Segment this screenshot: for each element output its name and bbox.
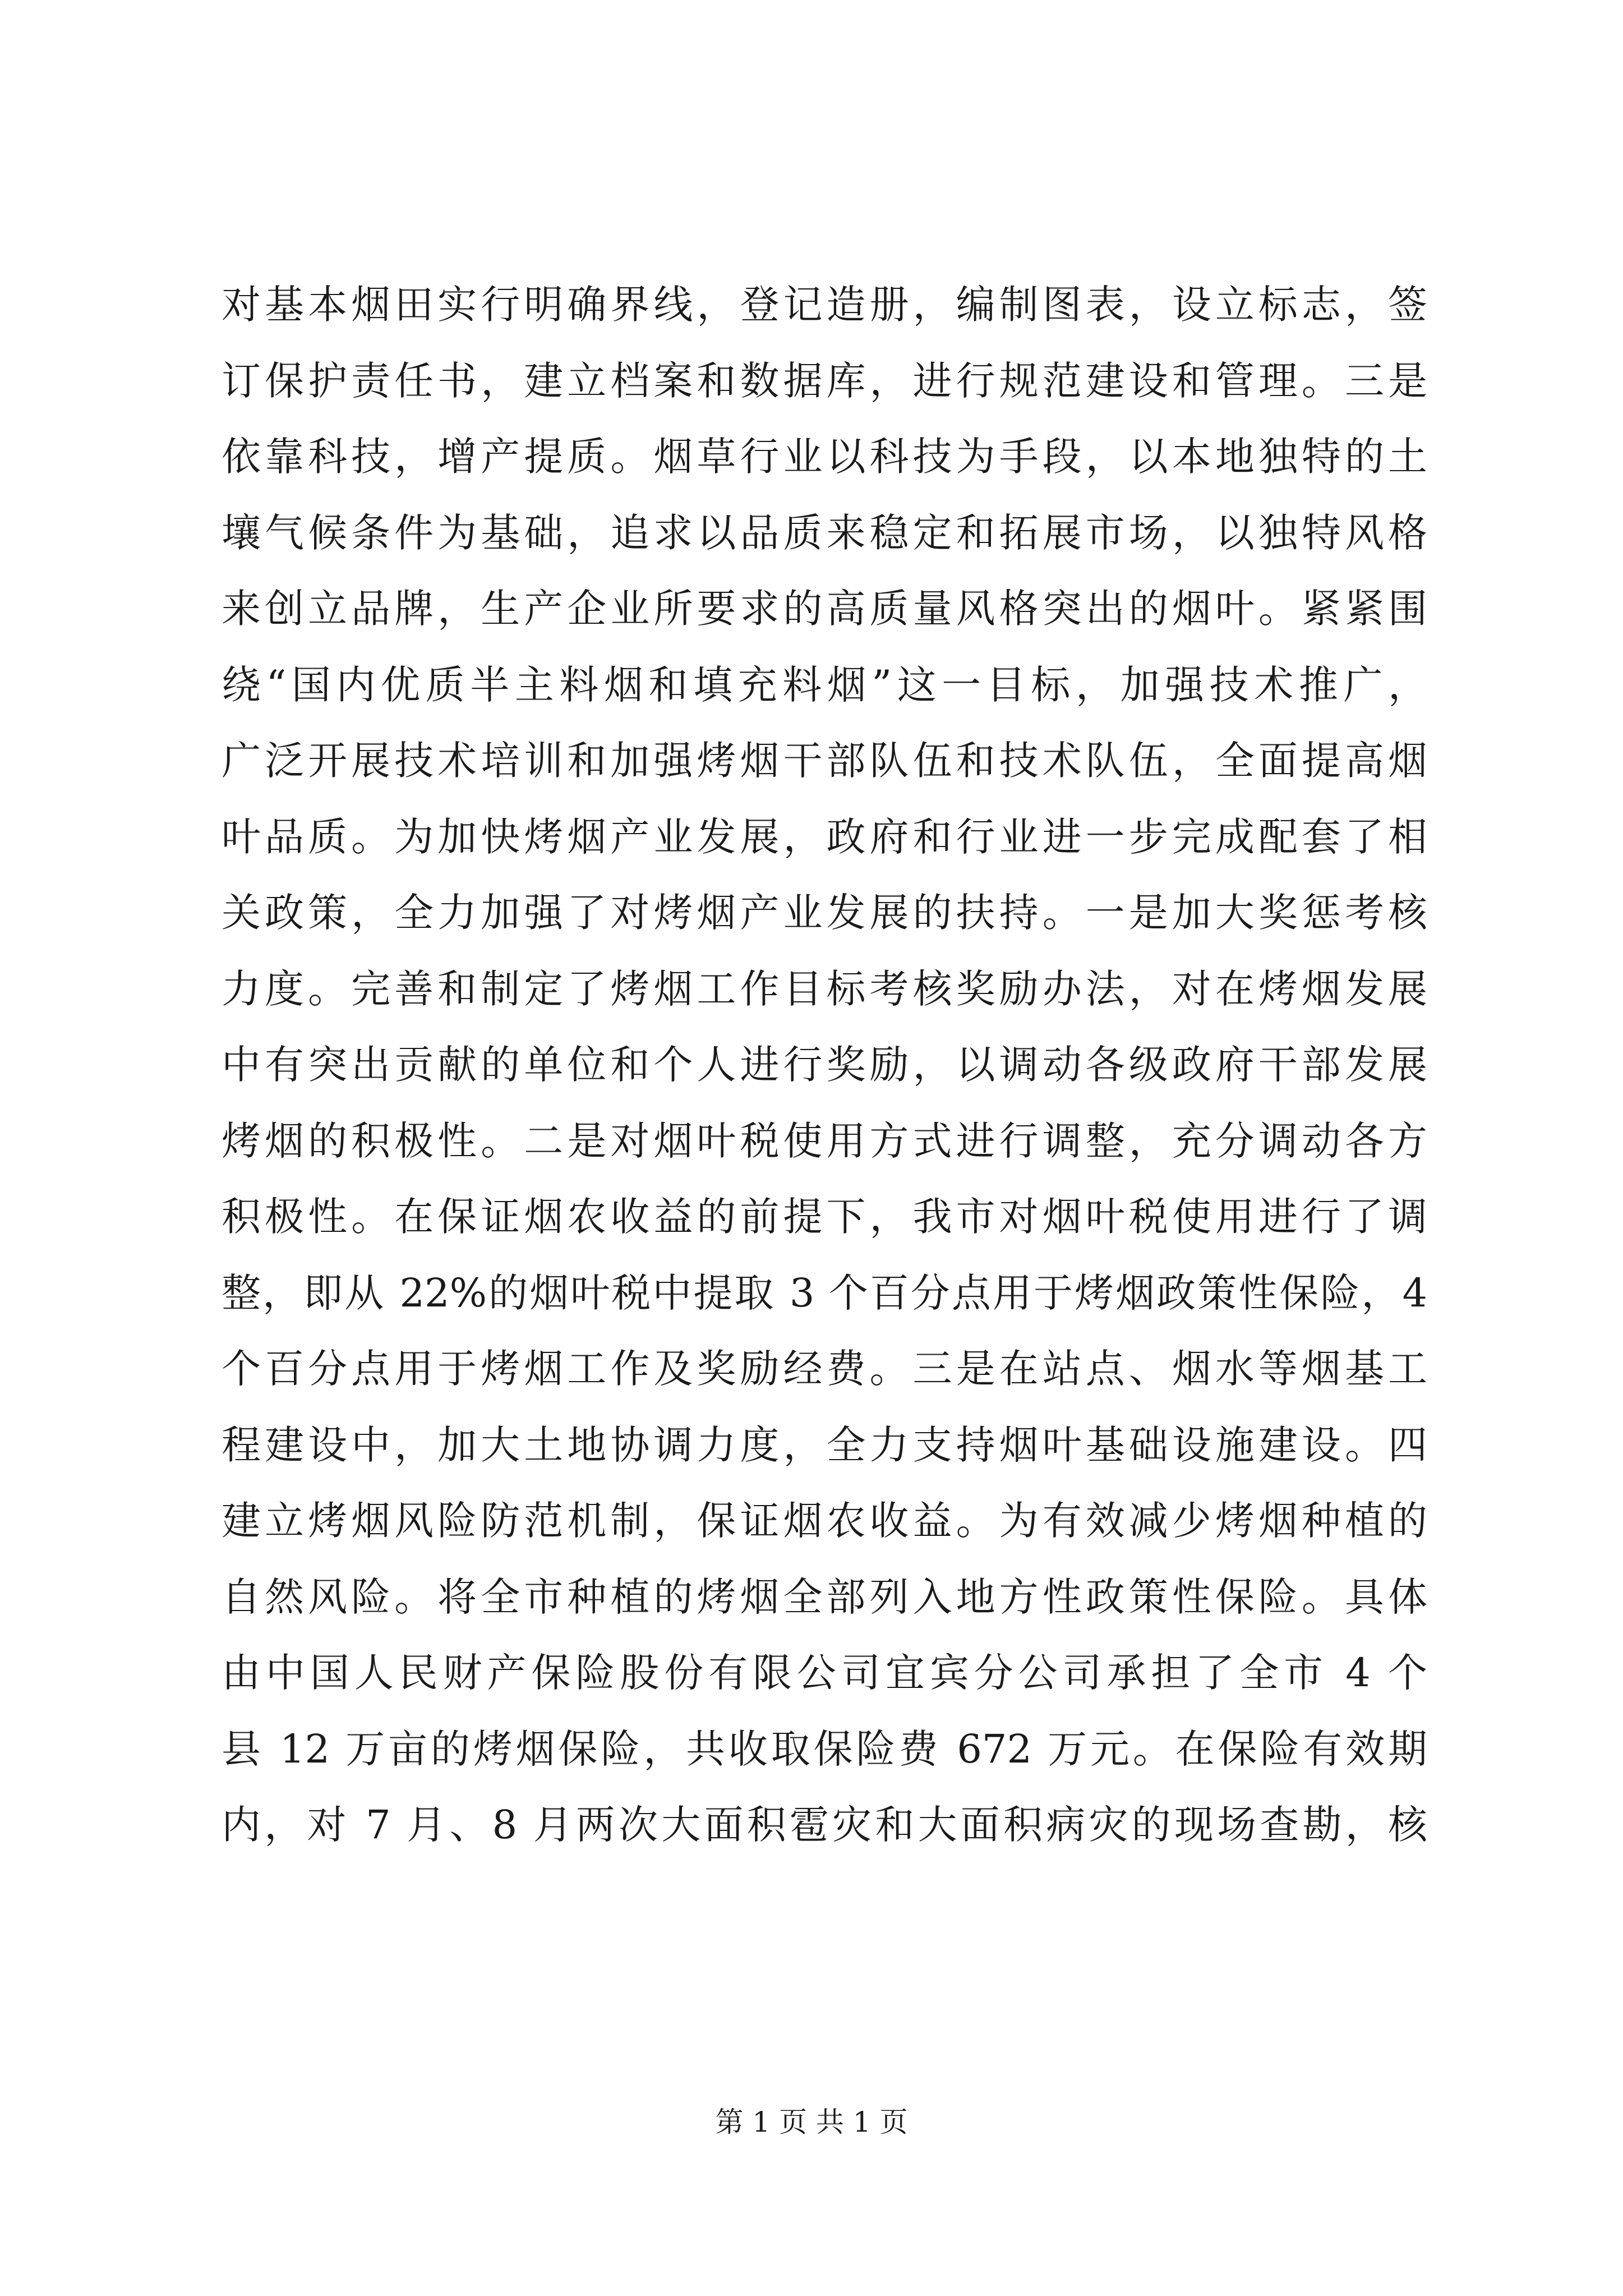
text-line: 由中国人民财产保险股份有限公司宜宾分公司承担了全市 4 个 (222, 1650, 1427, 1696)
text-line: 县 12 万亩的烤烟保险，共收取保险费 672 万元。在保险有效期 (222, 1726, 1427, 1772)
text-line: 个百分点用于烤烟工作及奖励经费。三是在站点、烟水等烟基工 (222, 1346, 1427, 1392)
page-footer (0, 2102, 1623, 2142)
text-line: 程建设中，加大土地协调力度，全力支持烟叶基础设施建设。四 (222, 1421, 1427, 1468)
text-line: 依靠科技，增产提质。烟草行业以科技为手段，以本地独特的土 (222, 434, 1427, 480)
text-line: 建立烤烟风险防范机制，保证烟农收益。为有效减少烤烟种植的 (222, 1498, 1427, 1544)
text-line: 对基本烟田实行明确界线，登记造册，编制图表，设立标志，签 (222, 282, 1427, 328)
text-line: 绕“国内优质半主料烟和填充料烟”这一目标，加强技术推广， (222, 661, 1427, 708)
text-line: 力度。完善和制定了烤烟工作目标考核奖励办法，对在烤烟发展 (222, 965, 1427, 1012)
text-line: 叶品质。为加快烤烟产业发展，政府和行业进一步完成配套了相 (222, 813, 1427, 860)
text-line: 中有突出贡献的单位和个人进行奖励，以调动各级政府干部发展 (222, 1042, 1427, 1088)
text-line: 订保护责任书，建立档案和数据库，进行规范建设和管理。三是 (222, 357, 1427, 404)
text-line: 关政策，全力加强了对烤烟产业发展的扶持。一是加大奖惩考核 (222, 890, 1427, 936)
text-line: 壤气候条件为基础，追求以品质来稳定和拓展市场，以独特风格 (222, 509, 1427, 556)
text-line: 内，对 7 月、8 月两次大面积雹灾和大面积病灾的现场查勘，核 (222, 1802, 1427, 1848)
text-line: 来创立品牌，生产企业所要求的高质量风格突出的烟叶。紧紧围 (222, 586, 1427, 632)
text-line: 烤烟的积极性。二是对烟叶税使用方式进行调整，充分调动各方 (222, 1117, 1427, 1164)
text-line: 积极性。在保证烟农收益的前提下，我市对烟叶税使用进行了调 (222, 1194, 1427, 1240)
page-number-label: 第 1 页 共 1 页 (715, 2106, 908, 2138)
body-paragraph (222, 267, 1427, 1864)
text-line: 自然风险。将全市种植的烤烟全部列入地方性政策性保险。具体 (222, 1573, 1427, 1620)
text-line: 广泛开展技术培训和加强烤烟干部队伍和技术队伍，全面提高烟 (222, 738, 1427, 784)
text-line: 整，即从 22%的烟叶税中提取 3 个百分点用于烤烟政策性保险，4 (222, 1269, 1427, 1316)
